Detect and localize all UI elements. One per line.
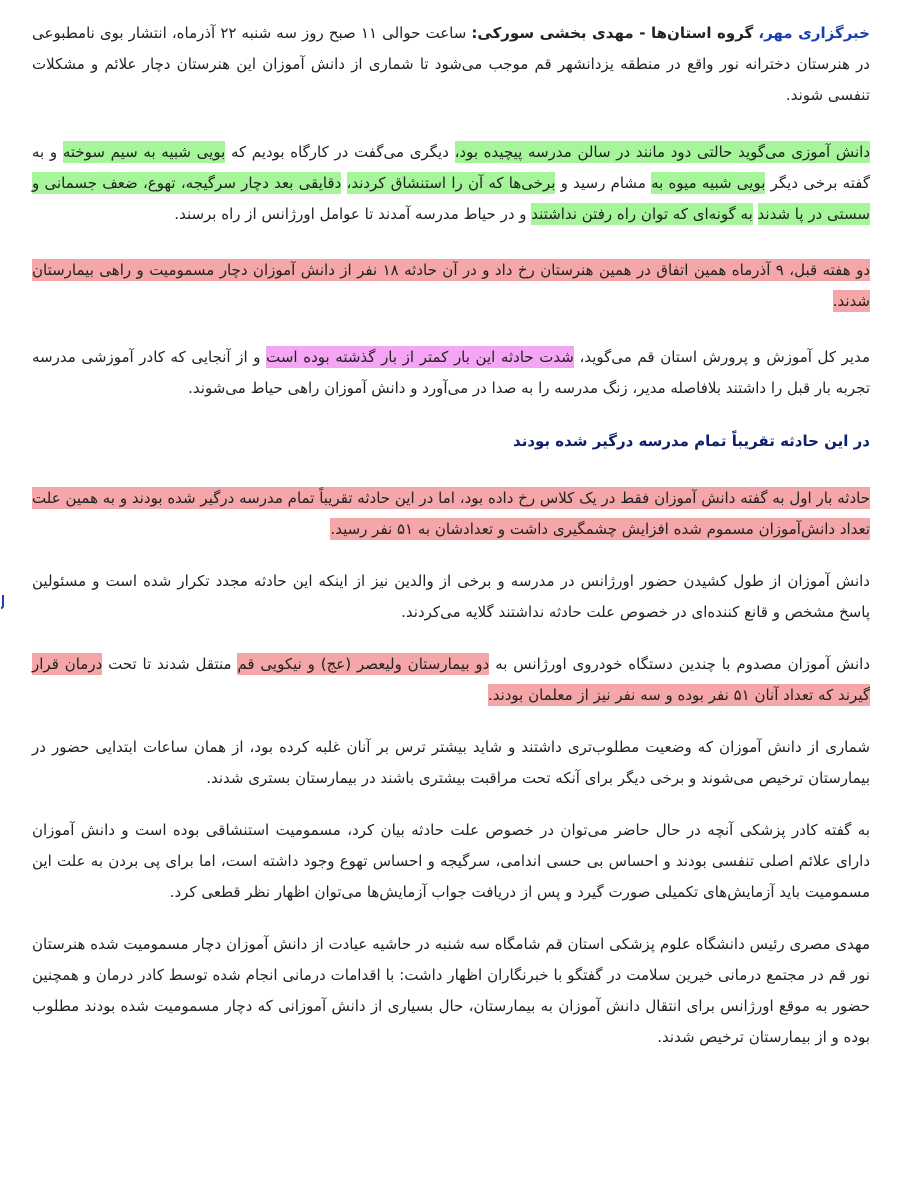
paragraph-text — [753, 205, 758, 223]
paragraph-text: و به گفته برخی دیگر — [32, 143, 870, 192]
paragraph-text: به گفته کادر پزشکی آنچه در حال حاضر می‌توان در خصوص علت حادثه بیان کرد، مسمومیت استنشاقی بوده است و دانش آموزان دارای علائم اصلی تنفسی بودند و احساس بی حسی اندامی، سرگیجه و احساس تهوع وجود داشته است، اما برای پی بردن به علت این مسمومیت باید آزمایش‌های تکمیلی صورت گیرد و پس از دریافت جواب آزمایش‌ها می‌توان اظهار نظر قطعی کرد. — [32, 821, 870, 901]
highlight-green: بویی شبیه میوه به — [651, 174, 766, 192]
highlight-green: دانش آموزی می‌گوید حالتی دود مانند در سالن مدرسه پیچیده بود، — [454, 143, 871, 161]
highlight-red: دو بیمارستان ولیعصر (عج) و نیکویی قم — [237, 655, 490, 673]
partial-edge-glyph — [0, 594, 5, 610]
paragraph-text: مدیر کل آموزش و پرورش استان قم می‌گوید، — [573, 348, 870, 366]
paragraph-previous-incident — [32, 255, 870, 317]
paragraph-student-accounts — [32, 137, 870, 230]
paragraph-text: منتقل شدند تا تحت — [102, 655, 238, 673]
highlight-red: حادثه بار اول به گفته دانش آموزان فقط در یک کلاس رخ داده بود، اما در این حادثه تقریباً تمام مدرسه درگیر شده بودند و به همین علت تعداد دانش‌آموزان مسموم شده افزایش چشمگیری داشت و تعدادشان به ۵۱ نفر رسید. — [32, 489, 870, 538]
highlight-red: دو هفته قبل، ۹ آذرماه همین اتفاق در همین هنرستان رخ داد و در آن حادثه ۱۸ نفر از دانش آموزان دچار مسمومیت و راهی بیمارستان شدند. — [32, 261, 871, 310]
lead-text: ساعت حوالی ۱۱ صبح روز سه شنبه ۲۲ آذرماه، انتشار بوی نامطبوعی در هنرستان دخترانه نور واقع در منطقه یزدانشهر قم موجب می‌شود تا شماری از دانش آموزان این هنرستان دچار علائم و مشکلات تنفسی شوند. — [32, 24, 870, 104]
highlight-green: به گونه‌ای که توان راه رفتن نداشتند — [531, 205, 753, 223]
lead-paragraph — [32, 18, 870, 111]
paragraph-text: شماری از دانش آموزان که وضعیت مطلوب‌تری داشتند و شاید بیشتر ترس بر آنان غلبه کرده بود، از همان ساعات ابتدایی حضور در بیمارستان ترخیص می‌شوند و برخی دیگر برای آنکه تحت مراقبت بیشتری باشند در بیمارستان بستری شدند. — [32, 738, 870, 787]
highlight-pink: شدت حادثه این بار کمتر از بار گذشته بوده است — [266, 348, 574, 366]
paragraph-hospital-transfer — [32, 649, 870, 711]
paragraph-text: مهدی مصری رئیس دانشگاه علوم پزشکی استان قم شامگاه سه شنبه در حاشیه عیادت از دانش آموزان دچار مسمومیت شده هنرستان نور قم در مجتمع درمانی خیرین سلامت در گفتگو با خبرنگاران اظهار داشت: با اقدامات درمانی انجام شده توسط کادر درمان و همچنین حضور به موقع اورژانس برای انتقال دانش آموزان به بیمارستان، حال بسیاری از دانش آموزانی که دچار مسمومیت شده بودند مطلوب بوده و از بیمارستان ترخیص شدند. — [32, 935, 870, 1046]
byline: گروه استان‌ها - مهدی بخشی سورکی: — [471, 24, 754, 42]
paragraph-text: دانش آموزان مصدوم با چندین دستگاه خودروی اورژانس به — [489, 655, 871, 673]
paragraph-director-statement — [32, 342, 870, 404]
paragraph-text — [341, 174, 346, 192]
paragraph-text: و در حیاط مدرسه آمدند تا عوامل اورژانس از راه برسند. — [174, 205, 532, 223]
paragraph-discharge — [32, 732, 870, 794]
subheading: در این حادثه تقریباً تمام مدرسه درگیر شده بودند — [513, 432, 870, 450]
paragraph-text: دیگری می‌گفت در کارگاه بودیم که — [225, 143, 455, 161]
highlight-red: درمان قرار گیرند که تعداد آنان ۵۱ نفر بوده و سه نفر نیز از معلمان بودند. — [32, 655, 870, 704]
paragraph-medical-staff — [32, 815, 870, 908]
highlight-green: برخی‌ها که آن را استنشاق کردند، — [346, 174, 556, 192]
highlight-green: بویی شبیه به سیم سوخته — [62, 143, 226, 161]
paragraph-complaints — [32, 566, 870, 628]
paragraph-text: مشام رسید و — [555, 174, 652, 192]
highlight-green: دقایقی بعد دچار سرگیجه، تهوع، ضعف جسمانی و سستی در پا شدند — [32, 174, 870, 223]
paragraph-text: دانش آموزان از طول کشیدن حضور اورژانس در مدرسه و برخی از والدین نیز از اینکه این حادثه مجدد تکرار شده است و مسئولین پاسخ مشخص و قانع کننده‌ای در خصوص علت حادثه نداشتند گلایه می‌کردند. — [32, 572, 870, 621]
paragraph-whole-school — [32, 483, 870, 545]
agency-name[interactable]: خبرگزاری مهر، — [758, 24, 870, 42]
paragraph-university-head — [32, 929, 870, 1053]
paragraph-text: و از آنجایی که کادر آموزشی مدرسه تجربه بار قبل را داشتند بلافاصله مدیر، زنگ مدرسه را به صدا در می‌آورد و دانش آموزان راهی حیاط می‌شوند. — [32, 348, 870, 397]
news-article — [32, 18, 870, 1053]
